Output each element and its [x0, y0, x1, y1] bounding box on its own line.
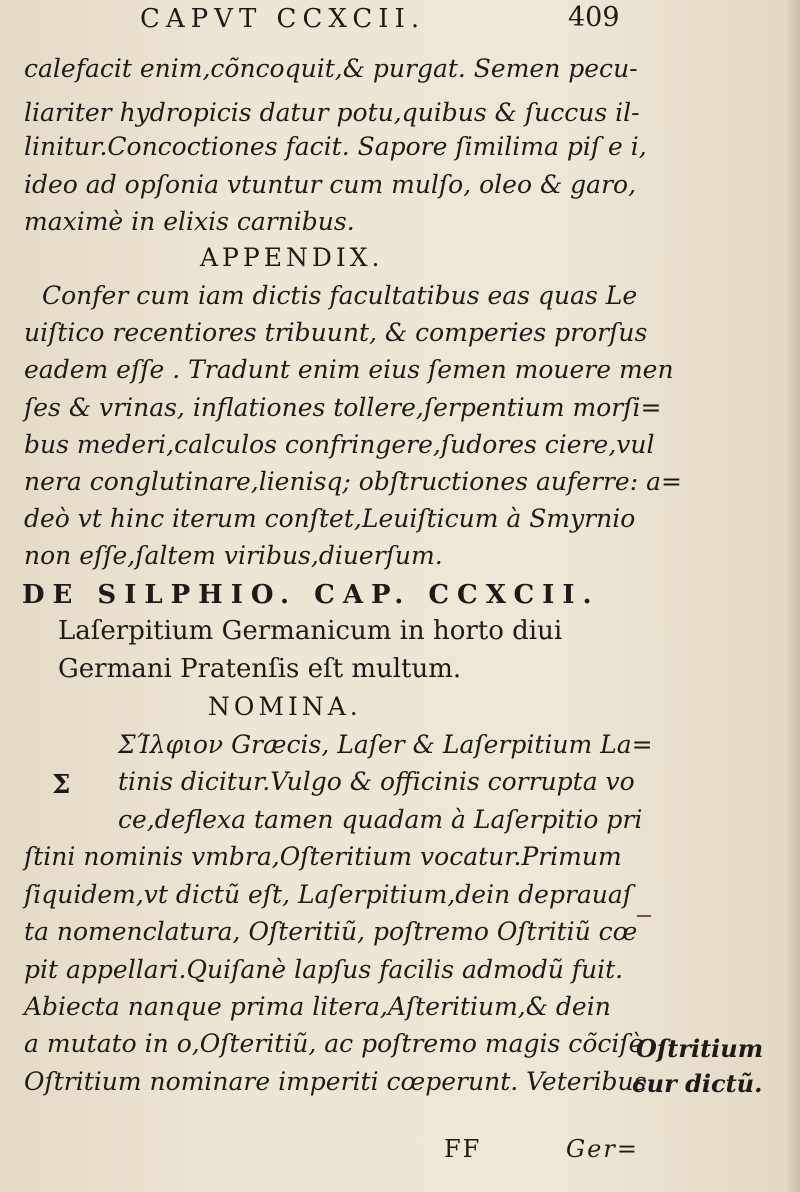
nomina-line-3: ce,deflexa tamen quadam à Laſerpitio pri	[118, 805, 643, 834]
running-title: CAPVT CCXCII.	[140, 4, 426, 34]
nomina-line-9: a mutato in o,Oſteritiũ, ac poſtremo magis cõciſè	[24, 1029, 644, 1058]
appendix-line-8: non eſſe,ſaltem viribus,diuerſum.	[24, 541, 443, 570]
margin-mark: Σ	[52, 770, 71, 800]
page-edge-shadow	[786, 0, 800, 1192]
body-line-5: maximè in elixis carnibus.	[24, 207, 355, 236]
nomina-line-10: Oſtritium nominare imperiti cœperunt. Veteribus	[24, 1067, 647, 1096]
margin-note-ostritium: Oſtritium	[636, 1034, 764, 1063]
nomina-line-5: ſiquidem,vt dictũ eſt, Laſerpitium,dein deprauaſ	[24, 880, 633, 909]
chapter-note-line-1: Laſerpitium Germanicum in horto diui	[58, 616, 563, 646]
nomina-line-1: ΣΊλφιον Græcis, Laſer & Laſerpitium La=	[118, 730, 653, 759]
appendix-heading: APPENDIX.	[200, 243, 384, 272]
nomina-line-2: tinis dicitur.Vulgo & officinis corrupta vo	[118, 767, 635, 796]
margin-tick	[637, 915, 651, 917]
appendix-line-3: eadem eſſe . Tradunt enim eius ſemen mouere men	[24, 355, 674, 384]
page-number: 409	[568, 2, 620, 33]
catchword: Ger=	[566, 1135, 639, 1163]
body-line-4: ideo ad opſonia vtuntur cum mulſo, oleo & garo,	[24, 170, 637, 199]
appendix-line-2: uiſtico recentiores tribuunt, & comperies prorſus	[24, 318, 648, 347]
nomina-heading: NOMINA.	[208, 692, 362, 721]
signature-mark: FF	[444, 1135, 482, 1163]
appendix-line-1: Confer cum iam dictis facultatibus eas quas Le	[42, 281, 638, 310]
chapter-note-line-2: Germani Pratenſis eſt multum.	[58, 654, 462, 684]
nomina-line-6: ta nomenclatura, Oſteritiũ, poſtremo Oſtritiũ cœ	[24, 917, 638, 946]
margin-note-cur-dictu: cur dictũ.	[632, 1069, 763, 1098]
nomina-line-4: ſtini nominis vmbra,Oſteritium vocatur.Primum	[24, 842, 622, 871]
nomina-line-7: pit appellari.Quiſanè lapſus facilis admodũ fuit.	[24, 955, 624, 984]
body-line-2: liariter hydropicis datur potu,quibus & ſuccus il-	[24, 98, 640, 127]
appendix-line-4: ſes & vrinas, inflationes tollere,ſerpentium morſi=	[24, 393, 662, 422]
appendix-line-7: deò vt hinc iterum conſtet,Leuiſticum à Smyrnio	[24, 504, 636, 533]
body-line-3: linitur.Concoctiones facit. Sapore ſimilima piſ e i,	[24, 132, 647, 161]
body-line-1: calefacit enim,cõncoquit,& purgat. Semen pecu-	[24, 54, 638, 83]
appendix-line-5: bus mederi,calculos confringere,ſudores ciere,vul	[24, 430, 655, 459]
nomina-line-8: Abiecta nanque prima litera,Aſteritium,& dein	[24, 992, 611, 1021]
appendix-line-6: nera conglutinare,lienisq; obſtructiones auferre: a=	[24, 467, 682, 496]
chapter-heading: DE SILPHIO. CAP. CCXCII.	[22, 580, 600, 610]
